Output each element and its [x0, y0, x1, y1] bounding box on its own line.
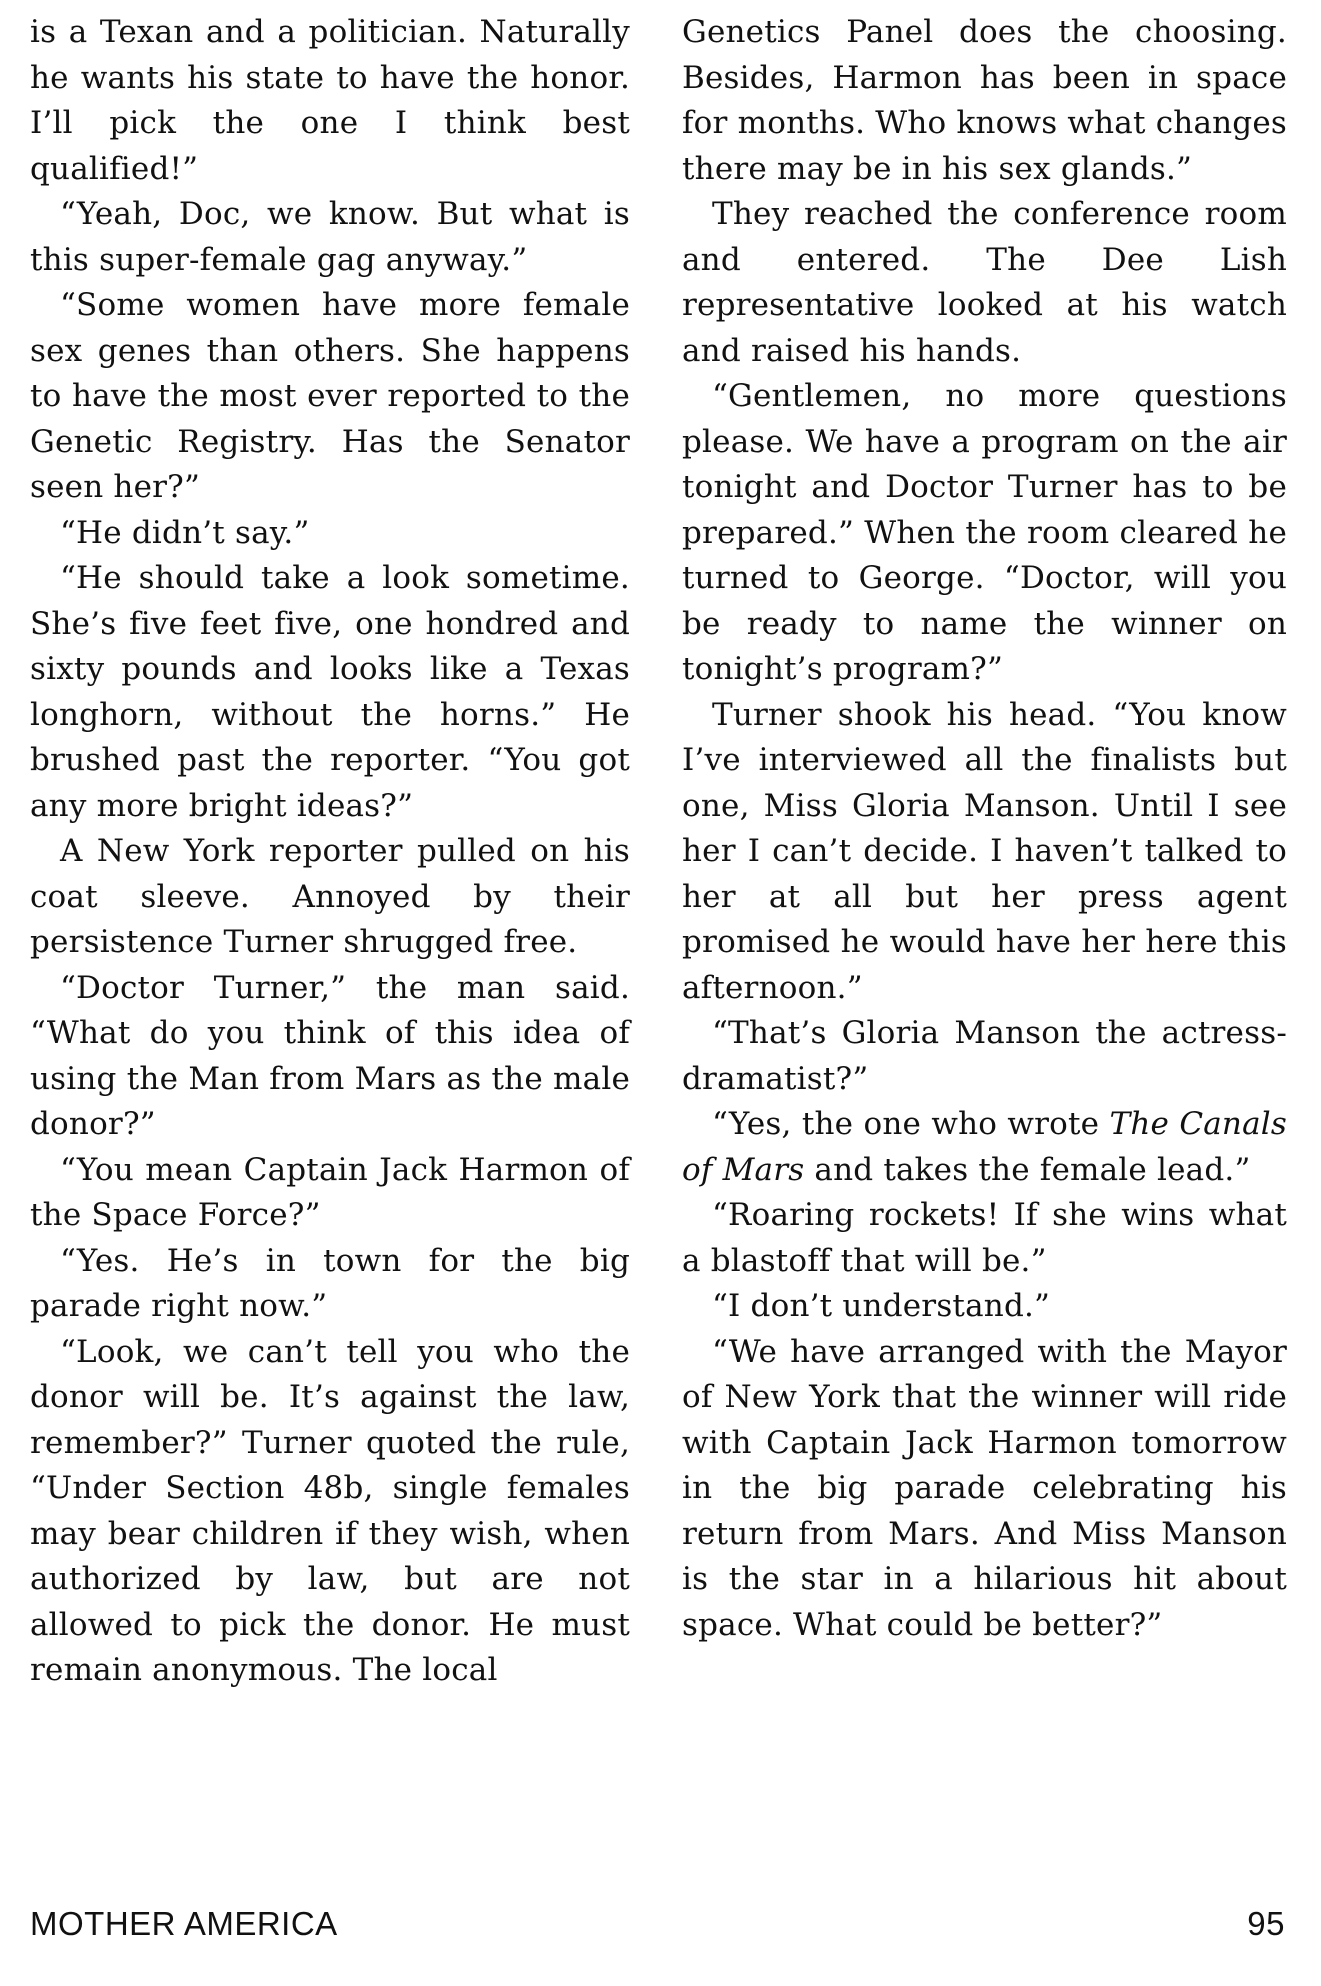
paragraph: “He should take a look sometime. She’s five feet five, one hondred and sixty pounds and looks like a Texas longhorn, without the horns.” He brushed past the reporter. “You got any more bright ideas?”: [30, 560, 630, 824]
paragraph: “Yeah, Doc, we know. But what is this super-female gag anyway.”: [30, 196, 630, 278]
paragraph-with-title: [682, 1102, 1287, 1193]
paragraph: Genetics Panel does the choosing. Besides, Harmon has been in space for months. Who knows what changes there may be in his sex glands.”: [682, 14, 1287, 187]
paragraph: “Some women have more female sex genes than others. She happens to have the most ever reported to the Genetic Registry. Has the Senator seen her?”: [30, 287, 630, 505]
paragraph-text: and takes the female lead.”: [804, 1151, 1251, 1188]
paragraph: “We have arranged with the Mayor of New York that the winner will ride with Captain Jack Harmon tomorrow in the big parade celebrating his return from Mars. And Miss Manson is the star in a hilarious hit about space. What could be better?”: [682, 1333, 1287, 1643]
paragraph: They reached the conference room and entered. The Dee Lish representative looked at his watch and raised his hands.: [682, 196, 1287, 369]
paragraph: “I don’t understand.”: [712, 1288, 1051, 1324]
running-head: MOTHER AMERICA: [30, 1905, 338, 1942]
paragraph: “Gentlemen, no more questions please. We have a program on the air tonight and Doctor Turner has to be prepared.” When the room cleared he turned to George. “Doctor, will you be ready to name the winner on tonight’s program?”: [682, 378, 1287, 687]
paragraph: “That’s Gloria Manson the actress-dramatist?”: [682, 1015, 1287, 1097]
left-text-column: [30, 10, 630, 1694]
paragraph-text: “Yes, the one who wrote: [712, 1106, 1110, 1142]
paragraph: “Look, we can’t tell you who the donor will be. It’s against the law, remember?” Turner quoted the rule, “Under Section 48b, single females may bear children if they wish, when authorized by law, but are not allowed to pick the donor. He must remain anonymous. The local: [30, 1333, 630, 1688]
paragraph: “You mean Captain Jack Harmon of the Space Force?”: [30, 1151, 630, 1233]
paragraph: “Roaring rockets! If she wins what a blastoff that will be.”: [682, 1197, 1287, 1279]
paragraph: “He didn’t say.”: [60, 514, 310, 551]
paragraph: “Doctor Turner,” the man said. “What do you think of this idea of using the Man from Mars as the male donor?”: [30, 969, 630, 1142]
paragraph: is a Texan and a politician. Naturally he wants his state to have the honor. I’ll pick the one I think best qualified!”: [30, 14, 630, 187]
paragraph: A New York reporter pulled on his coat sleeve. Annoyed by their persistence Turner shrugged free.: [30, 833, 630, 960]
right-text-column: [682, 10, 1287, 1648]
page-footer: [30, 1905, 1285, 1955]
play-title: The Canals of Mars: [682, 1106, 1287, 1188]
paragraph: Turner shook his head. “You know I’ve interviewed all the finalists but one, Miss Gloria Manson. Until I see her I can’t decide. I haven’t talked to her at all but her press agent promised he would have her here this afternoon.”: [682, 696, 1287, 1006]
paragraph: “Yes. He’s in town for the big parade right now.”: [30, 1242, 630, 1324]
page-number: 95: [1247, 1905, 1285, 1942]
